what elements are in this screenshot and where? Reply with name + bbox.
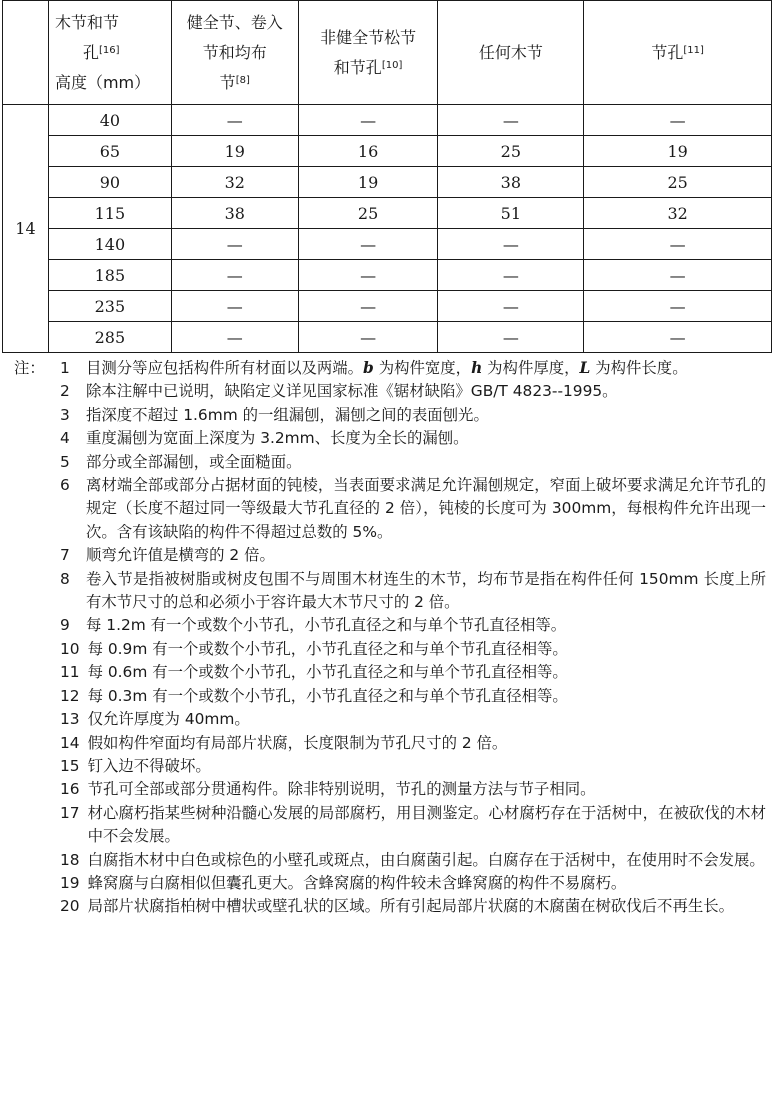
note-number: 18 [60, 850, 80, 869]
value-cell: — [584, 322, 772, 353]
header-knot-height [48, 1, 171, 105]
header-line: 和节孔 [333, 57, 382, 77]
table-row [3, 105, 772, 136]
note-number: 6 [60, 476, 70, 495]
value-cell: — [438, 322, 584, 353]
value-cell: — [298, 291, 438, 322]
table-row [3, 167, 772, 198]
note-text: 卷入节是指被树脂或树皮包围不与周围木材连生的木节，均布节是指在构件任何 150mm 长度上所有木节尺寸的总和必须小于容许最大木节尺寸的 2 倍。 [86, 569, 766, 612]
note-text: 每 0.3m 有一个或数个小节孔，小节孔直径之和与单个节孔直径相等。 [87, 686, 568, 705]
header-line: 孔 [82, 42, 99, 62]
group-column-header [3, 1, 49, 105]
note-item [14, 474, 766, 544]
note-number: 16 [60, 780, 80, 799]
value-cell: — [584, 291, 772, 322]
note-number: 19 [60, 873, 80, 892]
note-text: 假如构件窄面均有局部片状腐，长度限制为节孔尺寸的 2 倍。 [87, 733, 508, 752]
height-cell: 185 [48, 260, 171, 291]
value-cell: — [298, 322, 438, 353]
table-row [3, 322, 772, 353]
height-cell: 285 [48, 322, 171, 353]
height-cell: 65 [48, 136, 171, 167]
note-text: 部分或全部漏刨，或全面糙面。 [86, 452, 302, 471]
notes-section [14, 357, 766, 919]
note-item [14, 685, 766, 708]
note-item [14, 802, 766, 849]
value-cell: — [171, 105, 298, 136]
note-text: 重度漏刨为宽面上深度为 3.2mm、长度为全长的漏刨。 [86, 429, 469, 448]
value-cell: 38 [171, 198, 298, 229]
table-row [3, 260, 772, 291]
value-cell: — [171, 229, 298, 260]
footnote-ref: [11] [683, 44, 704, 56]
variable-h: h [471, 359, 483, 377]
note-item [14, 872, 766, 895]
note-text: 每 1.2m 有一个或数个小节孔，小节孔直径之和与单个节孔直径相等。 [86, 616, 567, 635]
value-cell: — [438, 260, 584, 291]
note-number: 2 [60, 382, 70, 401]
note-list [14, 380, 766, 918]
header-line: 非健全节松节 [320, 27, 417, 47]
note-number: 14 [60, 733, 80, 752]
note-item [14, 895, 766, 918]
footnote-ref: [10] [381, 59, 403, 71]
note-text: 除本注解中已说明，缺陷定义详见国家标准《锯材缺陷》GB/T 4823--1995。 [86, 382, 618, 401]
note-text: 局部片状腐指柏树中槽状或壁孔状的区域。所有引起局部片状腐的木腐菌在树砍伐后不再生长。 [87, 897, 735, 916]
value-cell: — [438, 229, 584, 260]
value-cell: 38 [438, 167, 584, 198]
value-cell: 32 [584, 198, 772, 229]
variable-b: b [363, 359, 374, 377]
value-cell: 16 [298, 136, 438, 167]
note-item [14, 661, 766, 684]
value-cell: — [584, 105, 772, 136]
header-any-knot [438, 1, 584, 105]
note-number: 13 [60, 710, 80, 729]
header-knot-hole [584, 1, 772, 105]
grade-table [2, 0, 772, 353]
note-item [14, 708, 766, 731]
value-cell: — [584, 260, 772, 291]
group-label: 14 [3, 105, 49, 353]
table-row [3, 229, 772, 260]
note-number: 10 [60, 639, 80, 658]
note-number: 1 [60, 359, 70, 377]
value-cell: — [298, 229, 438, 260]
note-number: 4 [60, 429, 70, 448]
notes-lead: 注： [14, 359, 45, 377]
value-cell: 19 [171, 136, 298, 167]
note-text: 目测分等应包括构件所有材面以及两端。b 为构件宽度，h 为构件厚度，L 为构件长度。 [86, 359, 688, 377]
note-number: 17 [60, 803, 80, 822]
height-cell: 235 [48, 291, 171, 322]
footnote-ref: [8] [235, 74, 250, 86]
note-text: 钉入边不得破坏。 [87, 756, 211, 775]
note-item [14, 638, 766, 661]
header-unsound-knot [298, 1, 438, 105]
value-cell: 25 [298, 198, 438, 229]
height-cell: 90 [48, 167, 171, 198]
note-number: 7 [60, 546, 70, 565]
value-cell: 25 [438, 136, 584, 167]
table-row [3, 136, 772, 167]
note-item [14, 614, 766, 637]
header-line: 任何木节 [478, 42, 543, 62]
header-line: 高度（mm） [54, 72, 151, 92]
note-number: 3 [60, 405, 70, 424]
note-item [14, 778, 766, 801]
note-text: 节孔可全部或部分贯通构件。除非特别说明，节孔的测量方法与节子相同。 [87, 780, 596, 799]
note-text: 指深度不超过 1.6mm 的一组漏刨，漏刨之间的表面刨光。 [86, 405, 489, 424]
note-text: 材心腐朽指某些树种沿髓心发展的局部腐朽，用目测鉴定。心材腐朽存在于活树中，在被砍伐的木材中不会发展。 [87, 803, 766, 846]
value-cell: — [171, 322, 298, 353]
note-number: 20 [60, 897, 80, 916]
note-number: 15 [60, 756, 80, 775]
note-item [14, 849, 766, 872]
note-text: 每 0.6m 有一个或数个小节孔，小节孔直径之和与单个节孔直径相等。 [87, 663, 568, 682]
value-cell: — [171, 260, 298, 291]
height-cell: 115 [48, 198, 171, 229]
value-cell: — [298, 260, 438, 291]
note-text: 每 0.9m 有一个或数个小节孔，小节孔直径之和与单个节孔直径相等。 [87, 639, 568, 658]
note-item [14, 732, 766, 755]
header-line: 节孔 [651, 42, 684, 62]
table-row [3, 291, 772, 322]
value-cell: 19 [584, 136, 772, 167]
note-number: 12 [60, 686, 80, 705]
note-item [14, 568, 766, 615]
value-cell: — [171, 291, 298, 322]
value-cell: — [438, 291, 584, 322]
note-number: 11 [60, 663, 80, 682]
note-text: 白腐指木材中白色或棕色的小壁孔或斑点，由白腐菌引起。白腐存在于活树中，在使用时不会发展。 [87, 850, 765, 869]
value-cell: 19 [298, 167, 438, 198]
note-item [14, 755, 766, 778]
grade-table-body [3, 105, 772, 353]
header-line: 木节和节 [54, 12, 119, 32]
note-number: 8 [60, 569, 70, 588]
value-cell: 25 [584, 167, 772, 198]
header-line: 节 [219, 72, 236, 92]
note-number: 5 [60, 452, 70, 471]
note-item [14, 544, 766, 567]
header-sound-knot [171, 1, 298, 105]
footnote-ref: [16] [98, 44, 120, 56]
value-cell: — [584, 229, 772, 260]
note-number: 9 [60, 616, 70, 635]
height-cell: 40 [48, 105, 171, 136]
variable-l: L [579, 359, 591, 377]
height-cell: 140 [48, 229, 171, 260]
note-text: 顺弯允许值是横弯的 2 倍。 [86, 546, 275, 565]
value-cell: 32 [171, 167, 298, 198]
note-item [14, 427, 766, 450]
note-item [14, 451, 766, 474]
value-cell: — [438, 105, 584, 136]
note-text: 仅允许厚度为 40mm。 [87, 710, 250, 729]
note-item [14, 380, 766, 403]
note-text: 蜂窝腐与白腐相似但囊孔更大。含蜂窝腐的构件较未含蜂窝腐的构件不易腐朽。 [87, 873, 627, 892]
header-line: 节和均布 [202, 42, 267, 62]
note-text: 离材端全部或部分占据材面的钝棱，当表面要求满足允许漏刨规定，窄面上破坏要求满足允许节孔的规定（长度不超过同一等级最大节孔直径的 2 倍），钝棱的长度可为 300mm，每根构件允许出现一次。含有该缺陷的构件不得超过总数的 5%。 [86, 476, 766, 541]
header-line: 健全节、卷入 [186, 12, 283, 32]
table-row [3, 198, 772, 229]
note-item [14, 357, 766, 380]
value-cell: — [298, 105, 438, 136]
value-cell: 51 [438, 198, 584, 229]
note-item [14, 404, 766, 427]
